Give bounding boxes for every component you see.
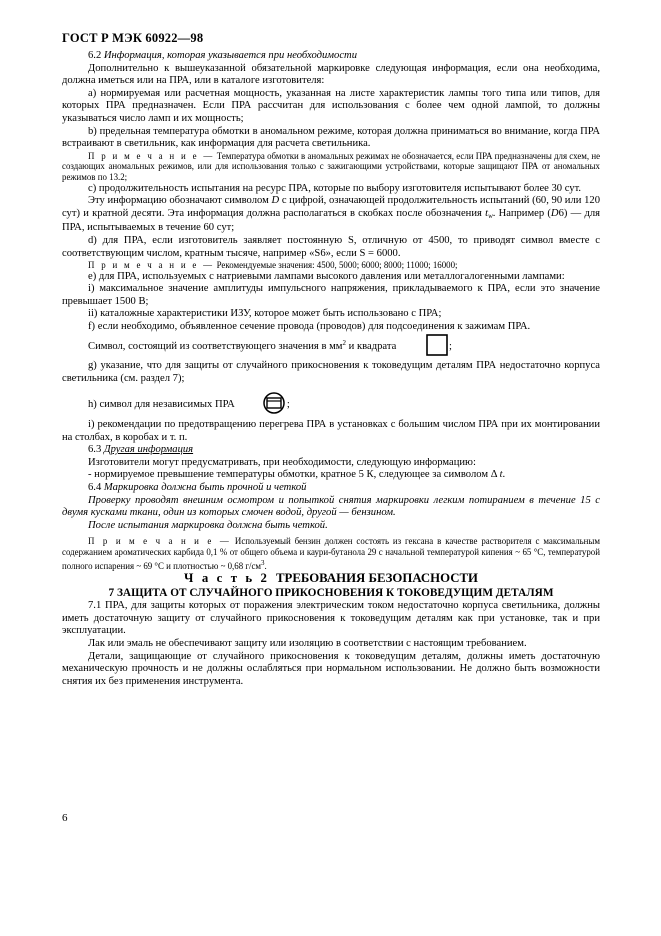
document-body xyxy=(62,50,600,688)
paragraph-check-method: Проверку проводят внешним осмотром и попыткой снятия маркировки легким потиранием в течение 15 с двумя кусками ткани, один из которых смочен водой, другой — бензином. xyxy=(62,494,600,519)
section-6-4-heading: 6.4 Маркировка должна быть прочной и четкой xyxy=(88,482,307,493)
paragraph-item-g: g) указание, что для защиты от случайного прикосновения к токоведущим деталям ПРА недостаточно корпуса светильника (см. раздел 7); xyxy=(62,360,600,384)
paragraph-7-1: 7.1 ПРА, для защиты которых от поражения электрическим током недостаточно корпуса светильника, должны иметь достаточную защиту от случайного прикосновения к токоведущим деталям как при установке, так и при эксплуатации. xyxy=(62,600,600,637)
note-2: П р и м е ч а н и е — Рекомендуемые значения: 4500, 5000; 6000; 8000; 11000; 16000; xyxy=(88,260,458,271)
paragraph-temperature-rise: - нормируемое превышение температуры обмотки, кратное 5 К, следующее за символом Δ t. xyxy=(88,469,506,481)
paragraph-lacquer: Лак или эмаль не обеспечивают защиту или изоляцию в соответствии с настоящим требованием. xyxy=(88,637,527,649)
paragraph-protective-parts: Детали, защищающие от случайного прикосновения к токоведущим деталям, должны иметь достаточную механическую прочность и не должны ослабляться при нормальном использовании. Не должно быть возможности снятия их без применения инструмента. xyxy=(62,650,600,687)
paragraph-item-c: с) продолжительность испытания на ресурс ПРА, которые по выбору изготовителя испытывают более 30 сут. xyxy=(88,182,582,194)
paragraph-after-test: После испытания маркировка должна быть четкой. xyxy=(88,519,328,531)
paragraph-intro: Дополнительно к вышеуказанной обязательной маркировке следующая информация, если она необходима, должна иметься или на ПРА, или в каталоге изготовителя: xyxy=(62,62,600,87)
paragraph-square-symbol: Символ, состоящий из соответствующего значения в $мм^2$ и квадрата ; xyxy=(62,334,600,361)
paragraph-item-e-ii: ii) каталожные характеристики ИЗУ, которое может быть использовано с ПРА; xyxy=(88,308,442,320)
paragraph-item-f: f) если необходимо, объявленное сечение провода (проводов) для подсоединения к зажимам ПРА. xyxy=(88,321,531,333)
paragraph-item-a: а) нормируемая или расчетная мощность, указанная на листе характеристик лампы того типа или типов, для которых ПРА предназначен. Если ПРА рассчитан для использования с более чем одной лампой, то должны указываться число ламп и их мощность; xyxy=(62,87,600,124)
paragraph-item-b: b) предельная температура обмотки в аномальном режиме, которая должна приниматься во внимание, когда ПРА встраивают в светильник, как информация для расчета светильника. xyxy=(62,125,600,150)
section-6-2-heading: 6.2 Информация, которая указывается при необходимости xyxy=(88,50,357,61)
part-2-heading: Ч а с т ь 2 ТРЕБОВАНИЯ БЕЗОПАСНОСТИ xyxy=(184,571,478,586)
note-3: П р и м е ч а н и е — Используемый бензин должен состоять из гексана в качестве растворителя с максимальным содержанием ароматических карбида 0,1 % от общего объема и каури-бутанола 29 с начальной температурой кипения ~ 65 °С, температурой полного испарения ~ 69 °С и плотностью ~ 0,68 $г/см^3$. xyxy=(62,536,601,571)
paragraph-item-h: h) символ для независимых ПРА ; xyxy=(62,392,600,419)
independent-ballast-symbol-icon xyxy=(236,392,286,419)
paragraph-life-symbol: Эту информацию обозначают символом D с цифрой, означающей продолжительность испытаний (60, 90 или 120 сут) и кратной десяти. Эта информация должна располагаться в скобках после обозначения $t_w$. Например (D6) — для ПРА, испытываемых в течение 60 сут; xyxy=(62,195,600,234)
paragraph-other-info: Изготовители могут предусматривать, при необходимости, следующую информацию: xyxy=(88,456,476,468)
paragraph-item-d: d) для ПРА, если изготовитель заявляет постоянную S, отличную от 4500, то приводят символ вместе с соответствующим числом, кратным тысяче, например «S6», если S = 6000. xyxy=(62,234,600,259)
square-symbol-icon xyxy=(400,334,448,361)
section-7-heading: 7 ЗАЩИТА ОТ СЛУЧАЙНОГО ПРИКОСНОВЕНИЯ К ТОКОВЕДУЩИМ ДЕТАЛЯМ xyxy=(108,587,554,600)
section-6-3-heading: 6.3 Другая информация xyxy=(88,444,194,456)
page-number: 6 xyxy=(62,812,68,824)
document-header: ГОСТ Р МЭК 60922—98 xyxy=(62,31,204,45)
paragraph-item-e-i: i) максимальное значение амплитуды импульсного напряжения, прикладываемого к ПРА, если это значение превышает 1500 В; xyxy=(62,283,600,307)
paragraph-item-e: е) для ПРА, используемых с натриевыми лампами высокого давления или металлогалогенными лампами: xyxy=(88,270,565,282)
paragraph-item-i: i) рекомендации по предотвращению перегрева ПРА в установках с большим числом ПРА при их монтировании на столбах, в коробах и т. п. xyxy=(62,419,600,443)
note-1: П р и м е ч а н и е — Температура обмотки в аномальных режимах не обозначается, если ПРА предназначены для схем, не создающих аномальных режимов, или для использования только с зажигающими устройствами, которые защищают ПРА от аномальных режимов по 13.2; xyxy=(62,150,601,182)
